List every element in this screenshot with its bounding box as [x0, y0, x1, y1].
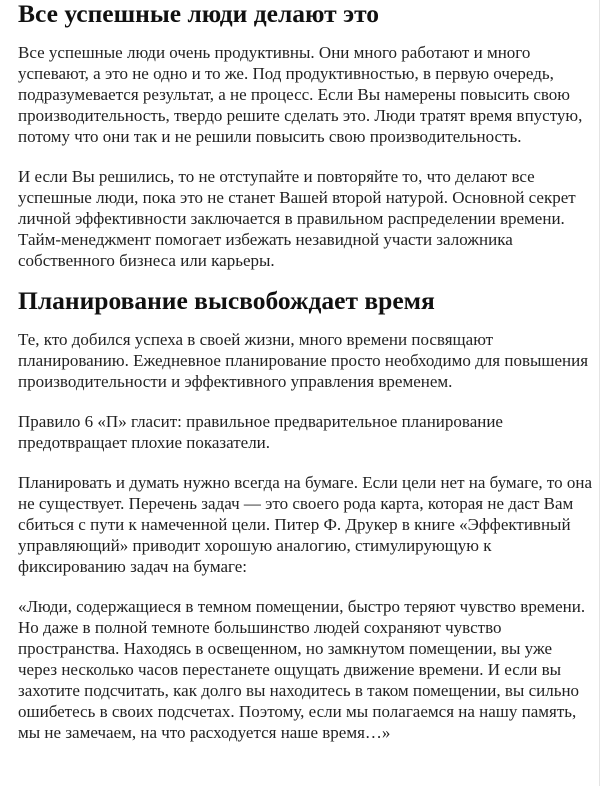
paragraph-planning: Те, кто добился успеха в своей жизни, много времени посвящают планированию. Ежедневное планирование просто необходимо для повышения производительности и эффективного управления временем.: [18, 330, 589, 391]
article: [18, 0, 592, 743]
section-heading-success: Все успешные люди делают это: [18, 0, 380, 28]
paragraph-quote: «Люди, содержащиеся в темном помещении, быстро теряют чувство времени. Но даже в полной темноте большинство людей сохраняют чувство пространства. Находясь в освещенном, но замкнутом помещении, вы уже через несколько часов перестанете ощущать движение времени. И если вы захотите подсчитать, как долго вы находитесь в таком помещении, вы сильно ошибетесь в своих подсчетах. Поэтому, если мы полагаемся на нашу память, мы не замечаем, на что расходуется наше время…»: [18, 597, 586, 742]
paragraph-paper: Планировать и думать нужно всегда на бумаге. Если цели нет на бумаге, то она не существует. Перечень задач — это своего рода карта, которая не даст Вам сбиться с пути к намеченной цели. Питер Ф. Друкер в книге «Эффективный управляющий» приводит хорошую аналогию, стимулирующую к фиксированию задач на бумаге:: [18, 473, 593, 576]
paragraph-rule-6p: Правило 6 «П» гласит: правильное предварительное планирование предотвращает плохие показатели.: [18, 412, 503, 452]
paragraph-decision: И если Вы решились, то не отступайте и повторяйте то, что делают все успешные люди, пока это не станет Вашей второй натурой. Основной секрет личной эффективности заключается в правильном распределении времени. Тайм-менеджмент помогает избежать незавидной участи заложника собственного бизнеса или карьеры.: [18, 167, 576, 270]
section-heading-planning: Планирование высвобождает время: [18, 286, 435, 315]
paragraph-productivity: Все успешные люди очень продуктивны. Они много работают и много успевают, а это не одно и то же. Под продуктивностью, в первую очередь, подразумевается результат, а не процесс. Если Вы намерены повысить свою производительность, твердо решите сделать это. Люди тратят время впустую, потому что они так и не решили повысить свою производительность.: [18, 43, 583, 146]
